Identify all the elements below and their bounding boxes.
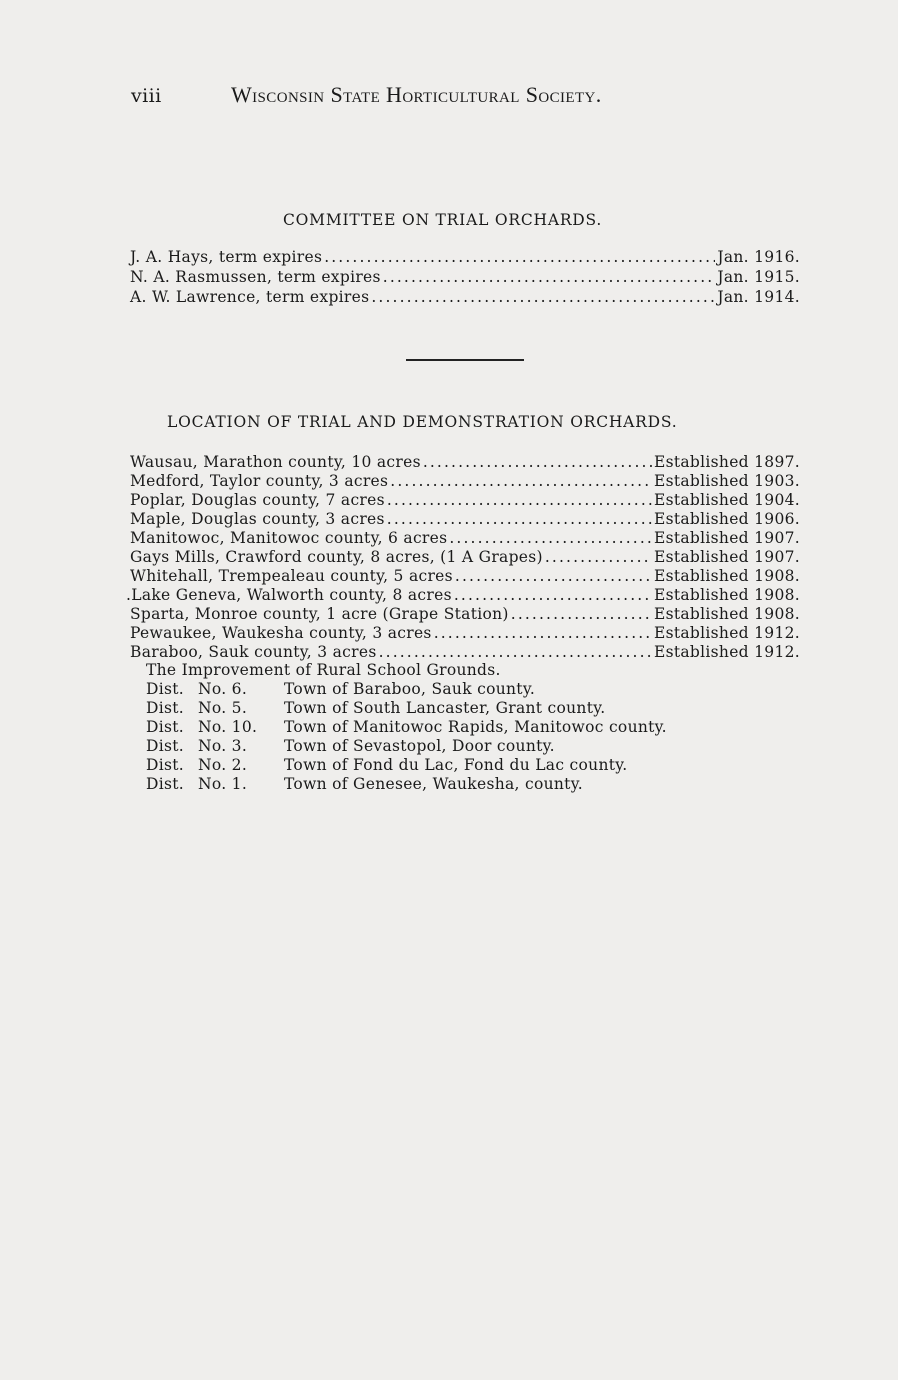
district-town: Town of Fond du Lac, Fond du Lac county.: [284, 756, 628, 774]
orchard-established: Established 1908.: [653, 567, 800, 585]
member-term: Jan. 1916.: [717, 248, 800, 266]
district-label: Dist.: [146, 756, 184, 774]
orchard-place: Gays Mills, Crawford county, 8 acres, (1 A Grapes): [130, 548, 543, 566]
orchard-row: [126, 586, 800, 604]
page-number: viii: [131, 85, 162, 107]
orchard-row: [130, 453, 800, 471]
leader-dots: [379, 643, 652, 661]
orchard-place: Baraboo, Sauk county, 3 acres: [130, 643, 377, 661]
committee-member: [130, 268, 800, 286]
district-row: [146, 680, 535, 698]
district-label: Dist.: [146, 699, 184, 717]
orchard-place: Sparta, Monroe county, 1 acre (Grape Station): [130, 605, 509, 623]
locations-heading: LOCATION OF TRIAL AND DEMONSTRATION ORCHARDS.: [167, 413, 678, 431]
orchard-place: Wausau, Marathon county, 10 acres: [130, 453, 421, 471]
running-title: Wisconsin State Horticultural Society.: [231, 82, 602, 107]
orchard-place: Whitehall, Trempealeau county, 5 acres: [130, 567, 453, 585]
district-town: Town of Sevastopol, Door county.: [284, 737, 555, 755]
orchard-established: Established 1912.: [653, 624, 800, 642]
leader-dots: [423, 453, 652, 471]
district-row: [146, 756, 628, 774]
orchard-established: Established 1907.: [653, 529, 800, 547]
member-term: Jan. 1915.: [717, 268, 800, 286]
orchard-row: [130, 510, 800, 528]
orchard-place: Manitowoc, Manitowoc county, 6 acres: [130, 529, 448, 547]
orchard-established: Established 1912.: [653, 643, 800, 661]
member-name: A. W. Lawrence, term expires: [130, 288, 370, 306]
orchard-established: Established 1906.: [653, 510, 800, 528]
district-row: [146, 699, 605, 717]
orchard-row: [130, 491, 800, 509]
section-divider: [406, 359, 524, 361]
orchard-row: [130, 643, 800, 661]
district-number: No. 1.: [198, 775, 248, 793]
orchard-established: Established 1907.: [653, 548, 800, 566]
orchard-row: [130, 472, 800, 490]
leader-dots: [511, 605, 652, 623]
orchard-established: Established 1908.: [653, 605, 800, 623]
district-town: Town of Genesee, Waukesha, county.: [284, 775, 583, 793]
district-row: [146, 737, 555, 755]
committee-member: [130, 248, 800, 266]
orchard-row: [130, 548, 800, 566]
member-name: J. A. Hays, term expires: [130, 248, 323, 266]
district-label: Dist.: [146, 737, 184, 755]
orchard-place: Pewaukee, Waukesha county, 3 acres: [130, 624, 432, 642]
district-number: No. 5.: [198, 699, 248, 717]
leader-dots: [324, 248, 715, 266]
orchard-row: [130, 567, 800, 585]
orchard-established: Established 1903.: [653, 472, 800, 490]
orchard-established: Established 1904.: [653, 491, 800, 509]
district-town: Town of South Lancaster, Grant county.: [284, 699, 606, 717]
leader-dots: [454, 586, 652, 604]
orchard-place: .Lake Geneva, Walworth county, 8 acres: [126, 586, 452, 604]
leader-dots: [383, 268, 716, 286]
member-term: Jan. 1914.: [717, 288, 800, 306]
orchard-row: [130, 605, 800, 623]
orchard-place: Maple, Douglas county, 3 acres: [130, 510, 385, 528]
leader-dots: [390, 472, 652, 490]
orchard-established: Established 1908.: [653, 586, 800, 604]
leader-dots: [545, 548, 652, 566]
leader-dots: [371, 288, 715, 306]
leader-dots: [434, 624, 652, 642]
district-label: Dist.: [146, 775, 184, 793]
orchard-place: Poplar, Douglas county, 7 acres: [130, 491, 385, 509]
district-town: Town of Manitowoc Rapids, Manitowoc county.: [284, 718, 667, 736]
orchard-place: Medford, Taylor county, 3 acres: [130, 472, 389, 490]
leader-dots: [387, 510, 652, 528]
orchard-row: [130, 529, 800, 547]
district-number: No. 2.: [198, 756, 248, 774]
leader-dots: [455, 567, 652, 585]
leader-dots: [387, 491, 652, 509]
orchard-row: [130, 624, 800, 642]
district-town: Town of Baraboo, Sauk county.: [284, 680, 536, 698]
committee-member: [130, 288, 800, 306]
running-head: [131, 82, 711, 108]
district-label: Dist.: [146, 680, 184, 698]
leader-dots: [449, 529, 652, 547]
district-row: [146, 718, 667, 736]
committee-heading: COMMITTEE ON TRIAL ORCHARDS.: [283, 211, 603, 229]
district-label: Dist.: [146, 718, 184, 736]
district-number: No. 6.: [198, 680, 248, 698]
school-grounds-heading: The Improvement of Rural School Grounds.: [146, 661, 501, 679]
orchard-established: Established 1897.: [653, 453, 800, 471]
member-name: N. A. Rasmussen, term expires: [130, 268, 381, 286]
district-number: No. 10.: [198, 718, 258, 736]
district-row: [146, 775, 583, 793]
district-number: No. 3.: [198, 737, 248, 755]
